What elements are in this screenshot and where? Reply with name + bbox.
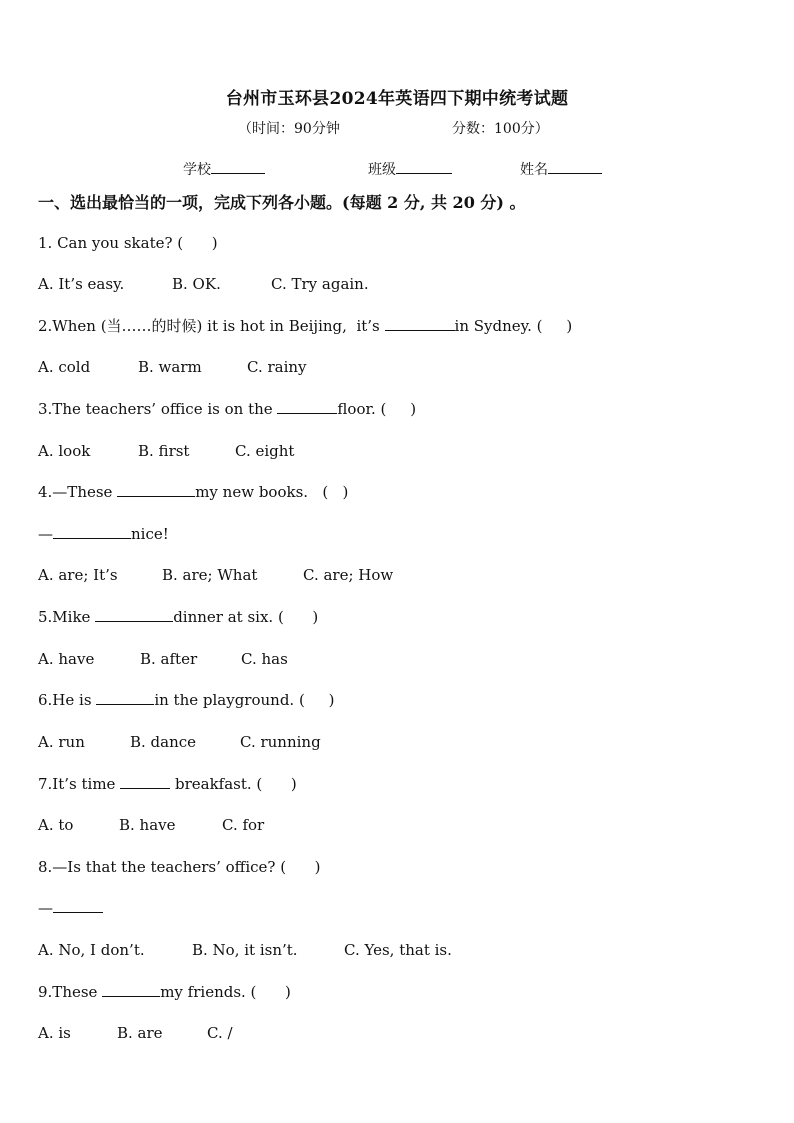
option-8a[interactable]: A. No, I don’t. [38, 941, 145, 959]
question-2 [38, 316, 572, 336]
question-9 [38, 982, 291, 1002]
option-1a[interactable]: A. It’s easy. [38, 275, 125, 293]
class-label: 班级 [368, 162, 396, 178]
option-5c[interactable]: C. has [241, 650, 288, 668]
question-5-blank[interactable] [95, 607, 173, 622]
option-4c[interactable]: C. are; How [303, 566, 394, 584]
option-1c[interactable]: C. Try again. [271, 275, 369, 293]
question-7-blank[interactable] [120, 774, 170, 789]
option-2c[interactable]: C. rainy [247, 358, 307, 376]
question-7-text-post: breakfast. ( ) [170, 775, 297, 793]
question-6-text-post: in the playground. ( ) [154, 691, 335, 709]
option-5a[interactable]: A. have [38, 650, 95, 668]
question-4-text-pre: 4.—These [38, 483, 118, 501]
class-field [368, 159, 452, 179]
question-7 [38, 774, 297, 794]
option-9c[interactable]: C. / [207, 1024, 233, 1042]
option-8b[interactable]: B. No, it isn’t. [192, 941, 298, 959]
question-8-dash: — [38, 899, 53, 917]
question-4-response-blank[interactable] [53, 524, 131, 539]
question-3 [38, 399, 416, 419]
option-6c[interactable]: C. running [240, 733, 321, 751]
option-4b[interactable]: B. are; What [162, 566, 258, 584]
option-7b[interactable]: B. have [119, 816, 176, 834]
question-2-text-pre: 2.When (当……的时候) it is hot in Beijing, it’s [38, 317, 385, 335]
question-4-dash: — [38, 525, 53, 543]
question-5-text-post: dinner at six. ( ) [173, 608, 319, 626]
option-2b[interactable]: B. warm [138, 358, 202, 376]
option-6b[interactable]: B. dance [130, 733, 197, 751]
school-blank[interactable] [211, 159, 265, 174]
question-4-response-text: nice! [131, 525, 169, 543]
question-3-blank[interactable] [277, 399, 337, 414]
school-label: 学校 [183, 162, 211, 178]
option-7a[interactable]: A. to [38, 816, 74, 834]
option-6a[interactable]: A. run [38, 733, 85, 751]
option-9b[interactable]: B. are [117, 1024, 163, 1042]
option-3b[interactable]: B. first [138, 442, 190, 460]
question-2-text-post: in Sydney. ( ) [454, 317, 573, 335]
question-6 [38, 690, 335, 710]
question-4 [38, 482, 348, 502]
question-4-text-post: my new books. ( ) [195, 483, 349, 501]
option-9a[interactable]: A. is [38, 1024, 71, 1042]
name-blank[interactable] [548, 159, 602, 174]
option-3c[interactable]: C. eight [235, 442, 295, 460]
option-4a[interactable]: A. are; It’s [38, 566, 118, 584]
question-6-text-pre: 6.He is [38, 691, 97, 709]
option-5b[interactable]: B. after [140, 650, 198, 668]
section-heading: 一、选出最恰当的一项，完成下列各小题。(每题 2 分, 共 20 分) 。 [38, 193, 526, 212]
question-9-blank[interactable] [102, 982, 160, 997]
question-8-response [38, 898, 103, 918]
exam-title: 台州市玉环县2024年英语四下期中统考试题 [225, 89, 569, 109]
question-5 [38, 607, 318, 627]
question-5-text-pre: 5.Mike [38, 608, 96, 626]
option-1b[interactable]: B. OK. [172, 275, 221, 293]
question-9-text-pre: 9.These [38, 983, 103, 1001]
school-field [183, 159, 265, 179]
question-3-text-post: floor. ( ) [337, 400, 417, 418]
time-label: （时间：90分钟 [238, 121, 340, 137]
option-8c[interactable]: C. Yes, that is. [344, 941, 452, 959]
question-6-blank[interactable] [96, 690, 154, 705]
score-label: 分数：100分） [452, 121, 549, 137]
option-2a[interactable]: A. cold [38, 358, 91, 376]
question-1: 1. Can you skate? ( ) [38, 234, 218, 252]
question-9-text-post: my friends. ( ) [160, 983, 291, 1001]
question-4-blank[interactable] [117, 482, 195, 497]
option-7c[interactable]: C. for [222, 816, 265, 834]
option-3a[interactable]: A. look [38, 442, 91, 460]
question-7-text-pre: 7.It’s time [38, 775, 121, 793]
class-blank[interactable] [396, 159, 452, 174]
question-4-response [38, 524, 169, 544]
question-2-blank[interactable] [385, 316, 455, 331]
name-label: 姓名 [520, 162, 548, 178]
name-field [520, 159, 602, 179]
question-3-text-pre: 3.The teachers’ office is on the [38, 400, 278, 418]
question-8-response-blank[interactable] [53, 898, 103, 913]
question-8: 8.—Is that the teachers’ office? ( ) [38, 858, 321, 876]
